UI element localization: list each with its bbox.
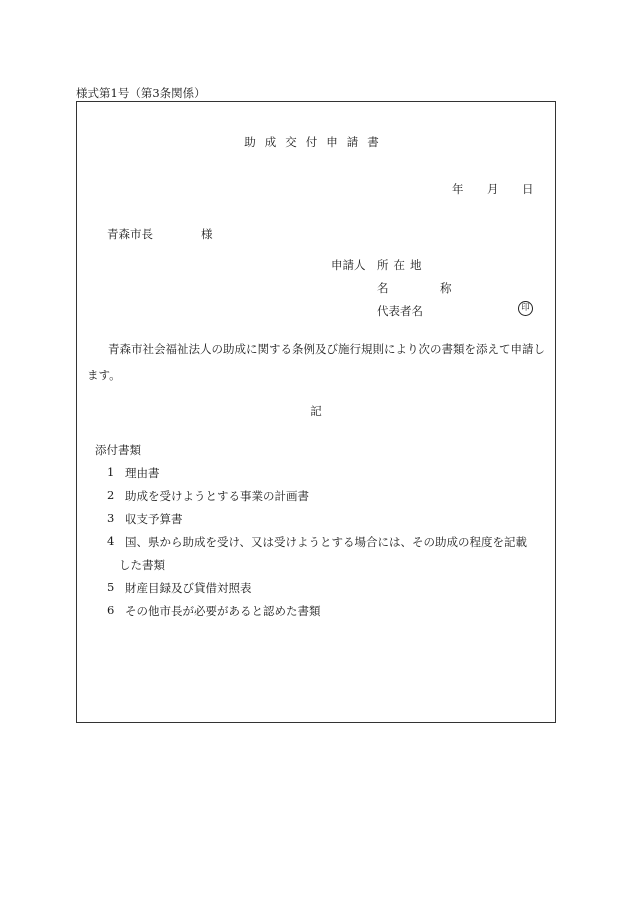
addressee-suffix: 様	[201, 227, 213, 241]
attachment-item: 国、県から助成を受け、又は受けようとする場合には、その助成の程度を記載	[125, 535, 528, 549]
attachment-number: 4	[107, 534, 115, 548]
attachment-item: 助成を受けようとする事業の計画書	[125, 489, 309, 503]
applicant-label: 申請人	[331, 258, 366, 272]
attachment-number: 2	[107, 488, 115, 502]
seal-mark: 印	[518, 301, 533, 316]
representative-label: 代表者名	[377, 304, 423, 318]
attachment-number: 5	[107, 580, 115, 594]
attachment-item: 収支予算書	[125, 512, 183, 526]
document-title: 助成交付申請書	[244, 135, 388, 149]
date-year-label: 年	[452, 182, 464, 196]
attachment-item: その他市長が必要があると認めた書類	[125, 604, 321, 618]
application-form-box	[76, 101, 556, 723]
attachment-number: 3	[107, 511, 115, 525]
addressee-name: 青森市長	[107, 227, 153, 241]
form-number-header: 様式第1号（第3条関係）	[76, 86, 206, 100]
request-body-text: 青森市社会福祉法人の助成に関する条例及び施行規則により次の書類を添えて申請します。	[87, 342, 545, 382]
attachment-item: 財産目録及び貸借対照表	[125, 581, 252, 595]
attachments-heading: 添付書類	[95, 443, 141, 457]
attachment-item-continuation: した書類	[119, 558, 165, 572]
name-label: 名 称	[377, 281, 472, 295]
date-day-label: 日	[522, 182, 534, 196]
date-month-label: 月	[487, 182, 499, 196]
ki-heading: 記	[310, 404, 322, 418]
address-label: 所在地	[377, 258, 427, 272]
attachment-number: 6	[107, 603, 115, 617]
attachment-number: 1	[107, 465, 115, 479]
attachment-item: 理由書	[125, 466, 160, 480]
